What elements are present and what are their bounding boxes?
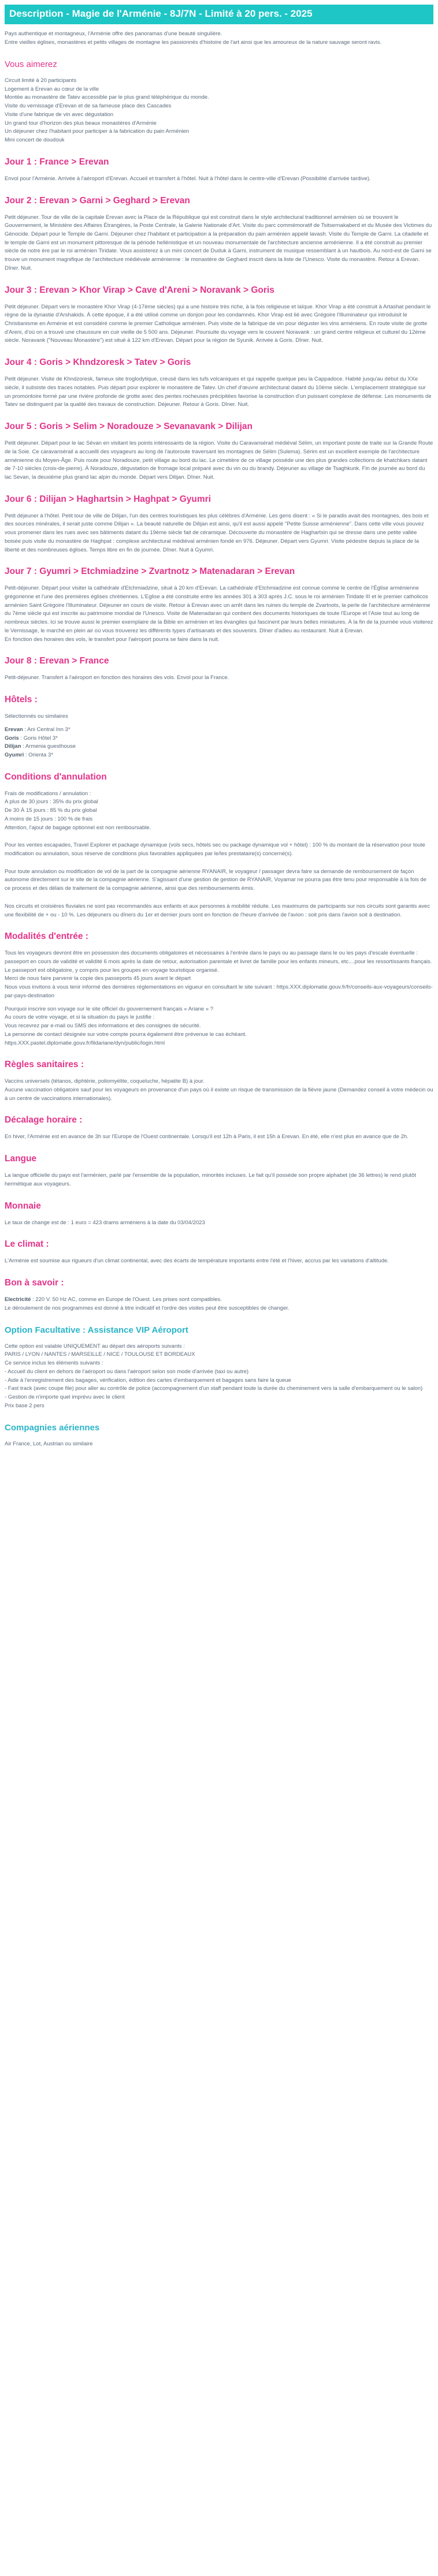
option-line: - Aide à l'enregistrement des bagages, vérification, édition des cartes d'embarquement et bagages sans faire la queue <box>5 1377 291 1384</box>
day-heading: Jour 5 : Goris > Selim > Noradouze > Sevanavank > Dilijan <box>5 422 253 432</box>
condition-paragraph: Nos circuits et croisières fluviales ne sont pas recommandés aux enfants et aux personnes à mobilité réduite. Les maximums de participants sur nos circuits sont garantis avec une flexibilité de + ou - 10 %. Les déjeuners ou dîners du 1er et dernier jours sont en fonction de l'heure d'arrivée de l'avion : soit pris dans l'avion soit à destination. <box>5 903 430 918</box>
section-heading-climat: Le climat : <box>5 1239 49 1250</box>
condition-paragraph: Pour les ventes escapades, Travel Explorer et package dynamique (vols secs, hôtels sec ou package dynamique vol + hôtel) : 100 % du montant de la réservation pour toute modification ou annulation, sous réserve de conditions plus favorables appliquées par le/les prestataire(s) concerné(s). <box>5 842 425 857</box>
formalite-line: Le passeport est obligatoire, y compris pour les groupes en voyage touristique organisé. <box>5 967 219 974</box>
list-item: Un déjeuner chez l'habitant pour participer à la fabrication du pain Arménien <box>5 128 190 135</box>
decalage-text: En hiver, l'Arménie est en avance de 3h sur l'Europe de l'Ouest continentale. Lorsqu'il est 12h à Paris, il est 15h à Erevan. En été, elle n'est plus en avance que de 2h. <box>5 1134 409 1140</box>
option-line: Prix base 2 pers <box>5 1402 44 1409</box>
day-text: Petit déjeuner. Visite de Khndzoresk, fameux site troglodytique, creusé dans les tufs volcaniques et qui rappelle quelque peu la Cappadoce. Habité jusqu'au début du XXe siècle, il subsiste des traces notables. Puis départ pour explorer le monastère de Tatev. Un chef d'œuvre architectural datant du 10ème siècle. L'emplacement stratégique sur un promontoire formé par une rivière profonde de grotte avec des pentes rocheuses précipitées favorise la construction d'un puissant complexe de défense. Les monuments de Tatev se distinguent par la qualité des travaux de construction. Déjeuner. Retour à Goris. Dîner. Nuit. <box>5 376 432 408</box>
day-text-block <box>5 584 433 644</box>
compagnies-text: Air France, Lot, Austrian ou similaire <box>5 1440 93 1447</box>
option-line: - Gestion de n'importe quel imprévu avec le client <box>5 1394 125 1401</box>
formalite-link: https.XXX.pastel.diplomatie.gouv.fr/fildariane/dyn/public/login.html <box>5 1039 165 1046</box>
intro-line: Pays authentique et montagneux, l'Arménie offre des panoramas d'une beauté singulière. <box>5 31 222 38</box>
section-heading-conditions: Conditions d'annulation <box>5 771 107 782</box>
day-text: Envol pour l'Arménie. Arrivée à l'aéroport d'Erevan. Accueil et transfert à l'hôtel. Nuit à l'hôtel dans le centre-ville d'Erevan (Possibilité d'arrivée tardive). <box>5 175 371 182</box>
section-heading-hotels: Hôtels : <box>5 695 38 705</box>
list-item: Visite d'une fabrique de vin avec dégustation <box>5 111 114 118</box>
hotel-name: : Armenia guesthouse <box>21 743 76 750</box>
day-text: Petit déjeuner. Départ vers le monastère Khor Virap (4-17ème siècles) qui a une histoire très riche, à la fois religieuse et laïque. Khor Virap a été construit à Artashat pendant le règne de la dynastie d'Arshakids. À cette époque, il a été utilisé comme un donjon pour les condamnés. Khor Virap est lié avec Grégoire l'Illuminateur qui introduisit le Christianisme en Arménie et est considéré comme le premier Catholique arménien. Puis visite de la fabrique de vin pour déguster les vins arméniens. En route visite de grotte d'Areni, d'où on a trouvé une chaussure en cuir vieille de 5 500 ans. Déjeuner. Poursuite du voyage vers le couvent Noravank : un grand centre religieux et culturel du 12ème siècle. Noravank ("Nouveau Monastère") est situé à 122 km d'Erevan. Départ pour la région de Syunik. Arrivée à Goris. Dîner. Nuit. <box>5 303 431 344</box>
option-line: - Fast track (avec coupe file) pour aller au contrôle de police (accompagnement d'un staff pendant toute la durée du cheminement vers la salle d'embarquement ou le salon) <box>5 1385 423 1392</box>
option-line: - Accueil du client en dehors de l'aéroport ou dans l'aéroport selon son mode d'arrivée (taxi ou autre) <box>5 1368 249 1375</box>
sanitaire-line: Vaccins universels (tétanos, diphtérie, poliomyélite, coqueluche, hépatite B) à jour. <box>5 1078 205 1085</box>
monnaie-text: Le taux de change est de : 1 euro = 423 drams arméniens à la date du 03/04/2023 <box>5 1219 205 1226</box>
condition-line: De 30 À 15 jours : 85 % du prix global <box>5 807 97 814</box>
day-heading: Jour 8 : Erevan > France <box>5 656 109 666</box>
formalites-block <box>5 949 433 1000</box>
day-text: Petit-déjeuner. Départ pour visiter la cathédrale d'Etchmiadzine, situé à 20 km d'Erevan. La cathédrale d'Etchmiadzine est connue comme le centre de l'Église arménienne grégorienne et l'une des premières églises chrétiennes. L'Eglise a été construite entre les années 301 à 303 après J.C. sous le roi arménien Tiridate III et le premier catholicos arménien Saint Grégoire l'Illuminateur. Déjeuner en cours de visite. Retour à Erevan avec un arrêt dans les ruines du temple de Zvartnots, la perle de l'architecture arménienne du 7ème siècle qui est inscrite au patrimoine mondial de l'Unesco. Visite de Matenadaran qui contient des documents historiques de toute l'Europe et l'Asie tout au long de nombreux siècles. Ici se trouve aussi le premier exemplaire de la Bible en arménien et les évangiles qui fascinent par leurs belles miniatures. À la fin de la journée vous visiterez le Vernissage, le marché en plein air où vous trouverez les différents types d'artisanats et des souvenirs. Dîner d'adieu au restaurant. Nuit à Erevan. <box>5 585 433 634</box>
option-line: Cette option est valable UNIQUEMENT au départ des aéroports suivants : <box>5 1343 185 1349</box>
hotel-name: : Orienta 3* <box>24 751 53 758</box>
hotels-intro: Sélectionnés ou similaires <box>5 713 68 720</box>
condition-line: A plus de 30 jours : 35% du prix global <box>5 799 98 806</box>
formalite-line: Vous recevrez par e-mail ou SMS des informations et des consignes de sécurité. <box>5 1023 201 1030</box>
list-item: Visite du vernissage d'Erevan et de sa fameuse place des Cascades <box>5 103 172 110</box>
section-heading-vous-aimerez: Vous aimerez <box>5 59 57 69</box>
hotel-row <box>5 735 433 743</box>
intro-block <box>5 30 433 47</box>
option-line: PARIS / LYON / NANTES / MARSEILLE / NICE / TOULOUSE ET BORDEAUX <box>5 1351 195 1358</box>
section-heading-bon-a-savoir: Bon à savoir : <box>5 1278 64 1288</box>
langue-text: La langue officielle du pays est l'arménien, parlé par l'ensemble de la population, minorités incluses. Le fait qu'il possède son propre alphabet (de 36 lettres) le rend plutôt hermétique aux voyageurs. <box>5 1172 416 1187</box>
hotel-row <box>5 726 433 735</box>
highlights-list <box>5 77 433 145</box>
hotel-city: Dilijan <box>5 743 21 750</box>
day-heading: Jour 6 : Dilijan > Haghartsin > Haghpat > Gyumri <box>5 494 211 504</box>
bon-a-savoir-text: Le déroulement de nos programmes est donné à titre indicatif et l'ordre des visites peut être susceptibles de changer. <box>5 1304 289 1311</box>
list-item: Montée au monastère de Tatev accessible par le plus grand téléphérique du monde. <box>5 94 209 101</box>
list-item: Circuit limité à 20 participants <box>5 77 77 84</box>
conditions-fees <box>5 790 433 833</box>
hotel-row <box>5 751 433 760</box>
electricite-text: : 220 V. 50 Hz AC, comme en Europe de l'Ouest. Les prises sont compatibles. <box>31 1296 222 1303</box>
hotels-list <box>5 726 433 760</box>
day-heading: Jour 1 : France > Erevan <box>5 156 109 167</box>
formalite-line: La personne de contact désignée sur votre compte pourra également être prévenue le cas échéant. <box>5 1031 247 1038</box>
day-heading: Jour 2 : Erevan > Garni > Geghard > Erevan <box>5 195 190 206</box>
formalite-line: Tous les voyageurs devront être en possession des documents obligatoires et nécessaires à l'entrée dans le pays ou au passage dans le ou les pays d'escale éventuelle : passeport en cours de validité et validité 6 mois après la date de retour, autorisation parentale et livret de famille pour les enfants mineurs, etc....pour les ressortissants français. <box>5 950 432 965</box>
sanitaire-line: Aucune vaccination obligatoire sauf pour les voyageurs en provenance d'un pays où il existe un risque de transmission de la fièvre jaune (Demandez conseil à votre médecin ou à un centre de vaccinations internationales). <box>5 1086 433 1102</box>
section-heading-modalites: Modalités d'entrée : <box>5 931 88 942</box>
bon-a-savoir-block <box>5 1296 433 1313</box>
formalite-line: Merci de nous faire parvenir la copie des passeports 45 jours avant le départ <box>5 975 191 982</box>
list-item: Logement à Erevan au cœur de la ville <box>5 85 99 92</box>
hotel-name: : Ani Central Inn 3* <box>23 726 70 733</box>
page-title: Description - Magie de l'Arménie - 8J/7N - Limité à 20 pers. - 2025 <box>5 5 433 24</box>
electricite-label: Electricité <box>5 1296 31 1303</box>
day-text: En fonction des horaires des vols, le transfert pour l'aéroport pourra se faire dans la nuit. <box>5 636 220 643</box>
hotel-row <box>5 743 433 751</box>
day-text: Petit déjeuner. Départ pour le lac Sévan en visitant les points intéressants de la région. Visite du Caravansérail médiéval Sélim, un important poste de traite sur la Grande Route de la Soie. Ce caravansérail a accueilli des voyageurs au long de l'autoroute traversant les montagnes de Sélim (Sulema). Sérim est un excellent exemple de l'architecture arménienne du Moyen-Âge. Puis route pour Noradouze, petit village au bord du lac. Le cimetière de ce village possède une des plus grandes collections de khatchkars datant de 7-10 siècles (croix-de-pierre). À Noradouze, dégustation de fromage local préparé avec du vin ou du brandy. Déjeuner au village de Tsaghkunk. Fin de journée au bord du lac Sevan, la deuxième plus grand lac alpin du monde. Départ vers Dilijan. Dîner. Nuit. <box>5 440 433 480</box>
hotel-name: : Goris Hôtel 3* <box>18 735 58 741</box>
option-block <box>5 1343 433 1411</box>
list-item: Mini concert de doudouk <box>5 137 65 144</box>
list-item: Un grand tour d'horizon des plus beaux monastères d'Arménie <box>5 120 157 126</box>
option-line: Ce service inclus les éléments suivants : <box>5 1360 103 1367</box>
day-heading: Jour 4 : Goris > Khndzoresk > Tatev > Goris <box>5 357 191 368</box>
section-heading-sanitaires: Règles sanitaires : <box>5 1060 84 1070</box>
intro-line: Entre vieilles églises, monastères et petits villages de montagne les passionnés d'histoire de l'art ainsi que les amoureux de la nature sauvage seront ravis. <box>5 39 382 46</box>
condition-paragraph: Pour toute annulation ou modification de vol de la part de la compagnie aérienne RYANAIR, le voyageur / passager devra faire sa demande de remboursement de façon autonome directement sur le site de la compagnie aérienne. S'agissant d'une gestion de gestion de RYANAIR, Voyamar ne pourra pas être tenu pour responsable à la fois de ce process et des délais de traitement de la compagnie aérienne, ainsi que des remboursements émis. <box>5 868 426 892</box>
day-text: Petit-déjeuner. Transfert à l'aéroport en fonction des horaires des vols. Envol pour la France. <box>5 674 229 681</box>
formalite-line: Pourquoi inscrire son voyage sur le site officiel du gouvernement français « Ariane » ? <box>5 1005 214 1012</box>
formalite-line: Nous vous invitons à vous tenir informé des dernières réglementations en vigueur en consultant le site suivant : https.XXX.diplomatie.gouv.fr/fr/conseils-aux-voyageurs/conseils-par-pays-destination <box>5 984 433 999</box>
section-heading-compagnies: Compagnies aériennes <box>5 1422 100 1433</box>
formalite-line: Au cours de votre voyage, et si la situation du pays le justifie : <box>5 1014 155 1021</box>
hotel-city: Erevan <box>5 726 23 733</box>
hotel-city: Gyumri <box>5 751 24 758</box>
ariane-block <box>5 1005 433 1048</box>
section-heading-monnaie: Monnaie <box>5 1201 41 1211</box>
hotel-city: Goris <box>5 735 19 741</box>
condition-line: Frais de modifications / annulation : <box>5 790 91 797</box>
section-heading-langue: Langue <box>5 1154 37 1164</box>
day-heading: Jour 7 : Gyumri > Etchmiadzine > Zvartnotz > Matenadaran > Erevan <box>5 566 295 577</box>
section-heading-decalage: Décalage horaire : <box>5 1115 83 1125</box>
sanitaires-block <box>5 1078 433 1103</box>
condition-line: A moins de 15 jours : 100 % de frais <box>5 815 93 822</box>
day-text: Petit déjeuner à l'hôtel. Petit tour de ville de Dilijan, l'un des centres touristiques les plus célèbres d'Arménie. Les gens disent : « Si le paradis avait des montagnes, des bois et des sources minérales, il serait juste comme Dilijan ». La beauté naturelle de Dilijan est ainsi, qu'il est aussi appelé "Petite Suisse arménienne". Dans cette ville vous pouvez vous promener dans les rues avec ses bâtiments datant du 19ème siècle fait de céramique. Découverte du monastère de Haghartsin qui se dresse dans une petite vallée boisée puis visite du monastère de Haghpat : complexe architectural médiéval arménien fondé en 976. Déjeuner. Départ vers Gyumri. Visite pédestre depuis la place de la liberté et des nombreuses églises. Temps libre en fin de journée. Dîner. Nuit à Gyumri. <box>5 512 429 553</box>
climat-text: L'Arménie est soumise aux rigueurs d'un climat continental, avec des écarts de température importants entre l'été et l'hiver, accrus par les variations d'altitude. <box>5 1258 389 1265</box>
day-heading: Jour 3 : Erevan > Khor Virap > Cave d'Areni > Noravank > Goris <box>5 285 274 295</box>
day-text: Petit déjeuner. Tour de ville de la capitale Erevan avec la Place de la République qui est construit dans le style architectural traditionnel arménien où se trouvent le Gouvernement, le Ministère des Affaires Étrangères, la Poste Centrale, la Galerie Nationale d'Art. Visite du parc commémoratif de Tsitsernakaberd et du Musée des Victimes du Génocide. Départ pour le Temple de Garni. Déjeuner chez l'habitant et participation à la préparation du pain arménien appelé lavash. Visite du Temple de Garni. La citadelle et le temple de Garni est un monument pittoresque de la période hellénistique et un nouveau monumentale de l'architecture ancienne arménienne. Il a été construit au premier siècle de notre ère par le roi arménien Tiridate. Vous assisterez à un mini concert de Duduk à Garni, instrument de musique ressemblant à un hautbois. Au nord-est de Garni se trouve un monument magnifique de l'architecture médiévale arménienne : le monastère de Geghard inscrit dans la liste de l'Unesco. Visite du monastère. Retour à Erevan. Dîner. Nuit. <box>5 214 432 271</box>
electricite-line <box>5 1296 433 1304</box>
section-heading-option: Option Facultative : Assistance VIP Aéroport <box>5 1325 188 1335</box>
condition-line: Attention, l'ajout de bagage optionnel est non remboursable. <box>5 824 151 831</box>
